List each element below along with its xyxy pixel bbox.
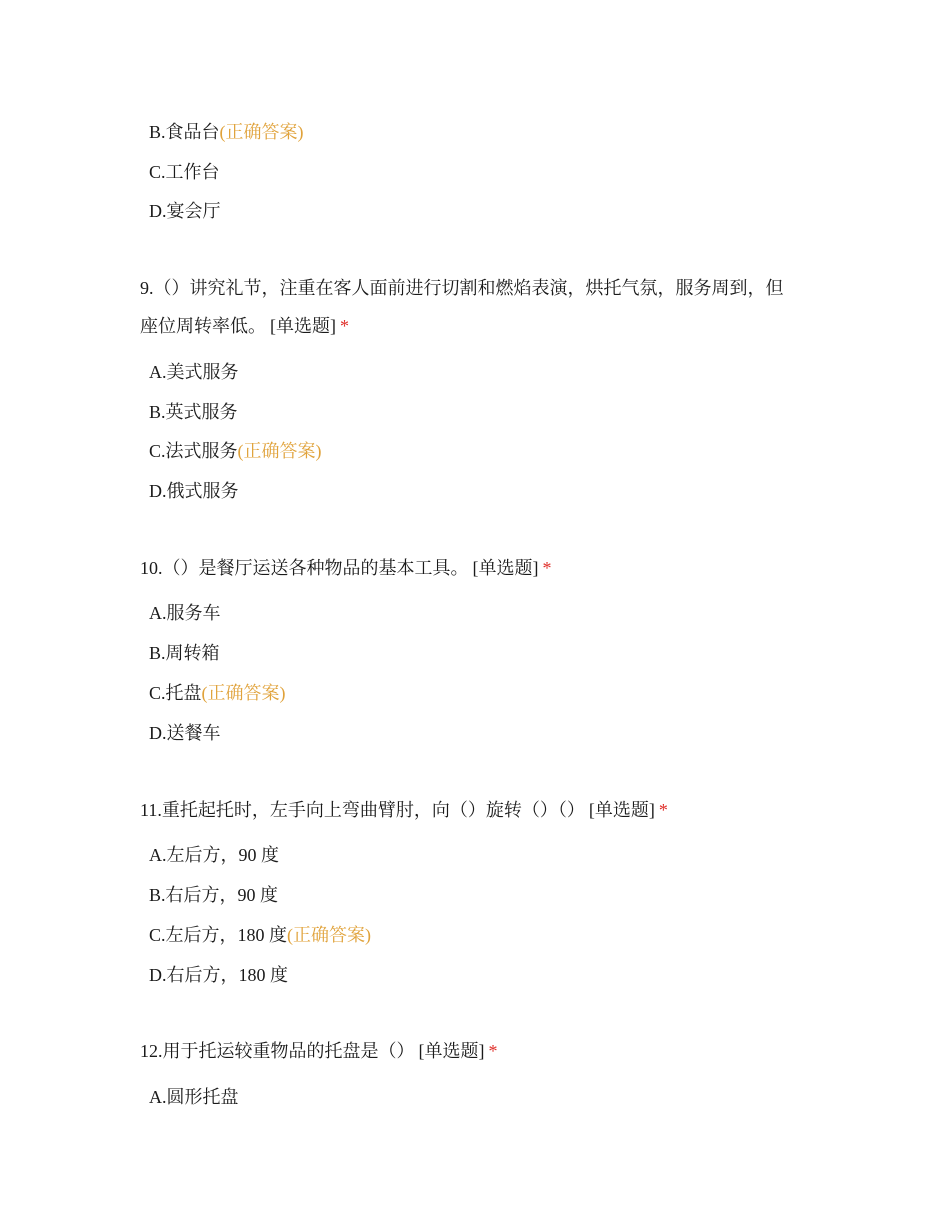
option-label: C.法式服务 [149, 441, 238, 461]
option-label: C.左后方，180 度 [149, 925, 288, 945]
question-type-tag: [单选题] [270, 316, 336, 336]
required-marker: * [542, 558, 552, 578]
option-q10-b[interactable] [149, 643, 220, 665]
required-marker: * [340, 316, 349, 336]
option-q10-c[interactable] [149, 683, 286, 705]
option-q10-d[interactable] [149, 723, 221, 745]
question-12 [140, 1041, 498, 1063]
correct-answer-marker: (正确答案) [237, 441, 322, 461]
option-label: B.食品台 [149, 122, 220, 142]
question-9-line2 [140, 316, 349, 338]
option-label: D.右后方，180 度 [149, 965, 288, 985]
option-q9-d[interactable] [149, 481, 239, 503]
option-label: A.左后方，90 度 [149, 845, 279, 865]
question-type-tag: [单选题] [418, 1041, 485, 1061]
option-label: B.周转箱 [149, 643, 220, 663]
question-type-tag: [单选题] [588, 800, 655, 820]
question-text: 座位周转率低。 [140, 316, 266, 336]
option-label: B.右后方，90 度 [149, 885, 279, 905]
question-text: 11.重托起托时，左手向上弯曲臂肘，向（）旋转（）（） [140, 800, 585, 820]
correct-answer-marker: (正确答案) [219, 122, 304, 142]
option-label: A.圆形托盘 [149, 1087, 239, 1107]
question-9-line1 [140, 278, 784, 300]
correct-answer-marker: (正确答案) [287, 925, 372, 945]
option-label: A.美式服务 [149, 362, 239, 382]
option-q10-a[interactable] [149, 603, 221, 625]
question-10 [140, 558, 552, 580]
option-q11-d[interactable] [149, 965, 288, 987]
option-label: C.托盘 [149, 683, 202, 703]
option-q8-c[interactable] [149, 162, 220, 184]
option-q11-b[interactable] [149, 885, 278, 907]
question-11 [140, 800, 668, 822]
option-q8-d[interactable] [149, 201, 221, 223]
option-label: A.服务车 [149, 603, 221, 623]
option-label: C.工作台 [149, 162, 220, 182]
option-label: B.英式服务 [149, 402, 238, 422]
option-q11-c[interactable] [149, 925, 371, 947]
option-label: D.宴会厅 [149, 201, 221, 221]
question-text: 12.用于托运较重物品的托盘是（） [140, 1041, 415, 1061]
option-q9-a[interactable] [149, 362, 239, 384]
option-q11-a[interactable] [149, 845, 279, 867]
option-q9-b[interactable] [149, 402, 238, 424]
option-q12-a[interactable] [149, 1087, 239, 1109]
question-type-tag: [单选题] [472, 558, 539, 578]
correct-answer-marker: (正确答案) [201, 683, 286, 703]
required-marker: * [488, 1041, 498, 1061]
option-q8-b[interactable] [149, 122, 304, 144]
question-text: 10.（）是餐厅运送各种物品的基本工具。 [140, 558, 469, 578]
question-text: 9.（）讲究礼节，注重在客人面前进行切割和燃焰表演，烘托气氛，服务周到，但 [140, 278, 784, 298]
option-q9-c[interactable] [149, 441, 322, 463]
required-marker: * [658, 800, 668, 820]
option-label: D.俄式服务 [149, 481, 239, 501]
option-label: D.送餐车 [149, 723, 221, 743]
